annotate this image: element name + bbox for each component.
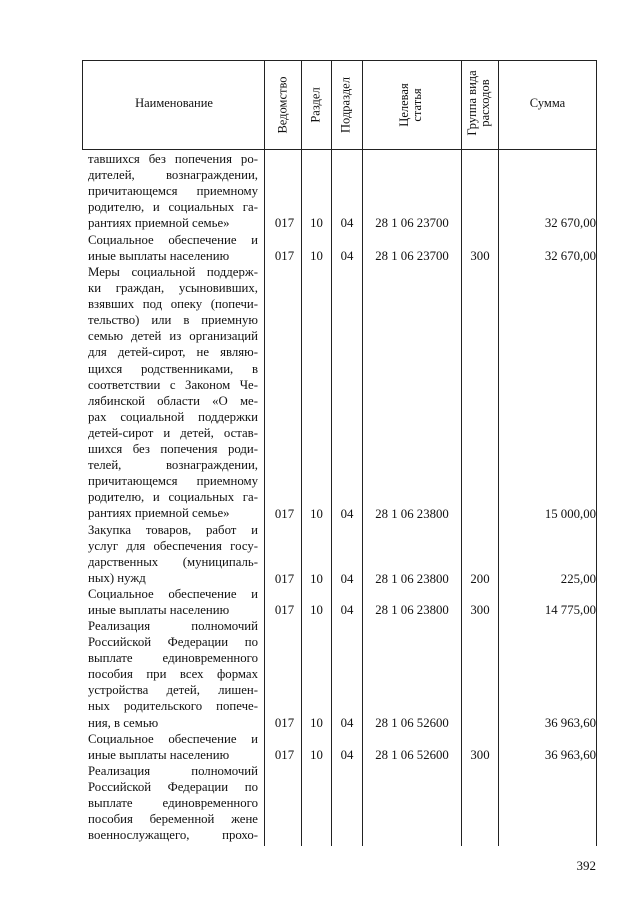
row-amount: 32 670,00 bbox=[544, 249, 596, 263]
row-subsection: 04 bbox=[340, 249, 354, 263]
row-name: Реализация полномочий Российской Федерации по выплате единовременного пособия беременной жене военнослужащего, прохо- bbox=[88, 764, 258, 843]
row-name: Закупка товаров, работ и услуг для обеспечения госу- дарственных (муниципаль- ных) нужд bbox=[88, 523, 258, 586]
row-department: 017 bbox=[274, 572, 295, 586]
row-name: Социальное обеспечение и иные выплаты населению bbox=[88, 233, 258, 264]
row-section: 10 bbox=[310, 716, 323, 730]
row-group: 200 bbox=[470, 572, 490, 586]
row-section: 10 bbox=[310, 507, 323, 521]
table-left-border bbox=[82, 60, 83, 150]
header-target-article-line2: статья bbox=[410, 88, 424, 122]
row-article: 28 1 06 23800 bbox=[375, 507, 449, 521]
header-expense-group-line1: Группа вида bbox=[465, 70, 479, 136]
page-number: 392 bbox=[576, 858, 596, 873]
row-name: Реализация полномочий Российской Федерации по выплате единовременного пособия при всех формах устройства детей, лишен- ных родительского попече- ния, в семью bbox=[88, 619, 258, 730]
row-name: Социальное обеспечение и иные выплаты населению bbox=[88, 587, 258, 618]
row-article: 28 1 06 23800 bbox=[375, 572, 449, 586]
row-subsection: 04 bbox=[340, 748, 354, 762]
row-department: 017 bbox=[274, 216, 295, 230]
row-department: 017 bbox=[274, 748, 295, 762]
row-group: 300 bbox=[470, 748, 490, 762]
row-subsection: 04 bbox=[340, 507, 354, 521]
header-name: Наименование bbox=[135, 96, 213, 110]
row-subsection: 04 bbox=[340, 216, 354, 230]
row-section: 10 bbox=[310, 572, 323, 586]
row-amount: 36 963,60 bbox=[544, 716, 596, 730]
header-amount: Сумма bbox=[529, 96, 566, 110]
header-subsection: Подраздел bbox=[338, 77, 353, 133]
header-target-article bbox=[398, 83, 424, 126]
row-amount: 36 963,60 bbox=[544, 748, 596, 762]
row-section: 10 bbox=[310, 249, 323, 263]
row-amount: 14 775,00 bbox=[544, 603, 596, 617]
row-name: Социальное обеспечение и иные выплаты населению bbox=[88, 732, 258, 763]
row-article: 28 1 06 23700 bbox=[375, 249, 449, 263]
row-article: 28 1 06 23800 bbox=[375, 603, 449, 617]
row-subsection: 04 bbox=[340, 716, 354, 730]
row-section: 10 bbox=[310, 603, 323, 617]
header-section: Раздел bbox=[308, 87, 323, 123]
row-section: 10 bbox=[310, 748, 323, 762]
header-expense-group-line2: расходов bbox=[478, 79, 492, 127]
header-department: Ведомство bbox=[275, 76, 290, 134]
table-top-border bbox=[82, 60, 597, 61]
row-section: 10 bbox=[310, 216, 323, 230]
column-divider bbox=[461, 60, 462, 846]
row-article: 28 1 06 52600 bbox=[375, 716, 449, 730]
row-department: 017 bbox=[274, 507, 295, 521]
row-department: 017 bbox=[274, 249, 295, 263]
table-right-border bbox=[596, 60, 597, 846]
row-subsection: 04 bbox=[340, 603, 354, 617]
row-article: 28 1 06 23700 bbox=[375, 216, 449, 230]
row-article: 28 1 06 52600 bbox=[375, 748, 449, 762]
header-target-article-line1: Целевая bbox=[397, 83, 411, 127]
row-department: 017 bbox=[274, 603, 295, 617]
column-divider bbox=[264, 60, 265, 846]
header-bottom-border bbox=[82, 149, 597, 150]
row-name: тавшихся без попечения ро- дителей, вознаграждении, причитающемся приемному родителю, и социальных га- рантиях приемной семье» bbox=[88, 152, 258, 231]
row-amount: 15 000,00 bbox=[544, 507, 596, 521]
row-subsection: 04 bbox=[340, 572, 354, 586]
row-department: 017 bbox=[274, 716, 295, 730]
row-amount: 225,00 bbox=[560, 572, 596, 586]
header-expense-group bbox=[466, 70, 492, 135]
row-amount: 32 670,00 bbox=[544, 216, 596, 230]
row-group: 300 bbox=[470, 249, 490, 263]
row-group: 300 bbox=[470, 603, 490, 617]
row-name: Меры социальной поддерж- ки граждан, усыновивших, взявших под опеку (попечи- тельство) или в приемную семью детей из организаций для детей-сирот, не являю- щихся родственниками, в соответствии с Законом Че- лябинской области «О ме- рах социальной поддержки детей-сирот и детей, остав- шихся без попечения роди- телей, вознаграждении, причитающемся приемному родителю, и социальных га- рантиях приемной семье» bbox=[88, 265, 258, 521]
